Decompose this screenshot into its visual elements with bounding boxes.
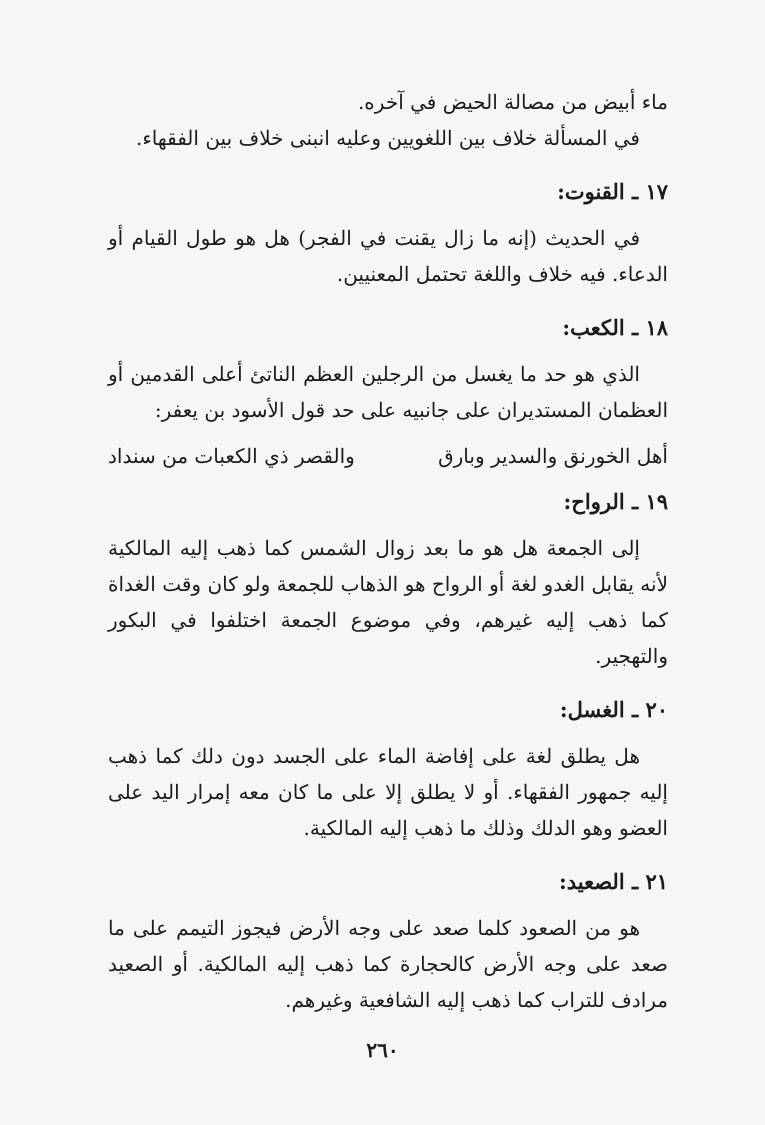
paragraph-ghusl: هل يطلق لغة على إفاضة الماء على الجسد دون دلك كما ذهب إليه جمهور الفقهاء. أو لا يطلق إلا على ما كان معه إمرار اليد على العضو وهو الدلك وذلك ما ذهب إليه المالكية. — [108, 744, 668, 840]
page-body — [108, 84, 668, 1018]
verse-first-hemistich: أهل الخورنق والسدير وبارق — [438, 444, 668, 468]
paragraph-intro-dispute: في المسألة خلاف بين اللغويين وعليه انبنى خلاف بين الفقهاء. — [136, 126, 640, 150]
paragraph-qunut: في الحديث (إنه ما زال يقنت في الفجر) هل هو طول القيام أو الدعاء. فيه خلاف واللغة تحتمل المعنيين. — [108, 226, 668, 286]
poetry-verse — [108, 438, 668, 474]
heading-kaab: ١٨ ـ الكعب: — [562, 315, 668, 340]
page-number: ٢٦٠ — [366, 1038, 399, 1062]
paragraph-intro-line: ماء أبيض من مصالة الحيض في آخره. — [357, 90, 668, 114]
heading-ghusl: ٢٠ ـ الغسل: — [559, 697, 668, 722]
heading-rawah: ١٩ ـ الرواح: — [563, 489, 668, 514]
paragraph-rawah: إلى الجمعة هل هو ما بعد زوال الشمس كما ذهب إليه المالكية لأنه يقابل الغدو لغة أو الرواح هو الذهاب للجمعة ولو كان وقت الغداة كما ذهب إليه غيرهم، وفي موضوع الجمعة اختلفوا في البكور والتهجير. — [108, 536, 668, 668]
paragraph-kaab: الذي هو حد ما يغسل من الرجلين العظم الناتئ أعلى القدمين أو العظمان المستديران على جانبيه على حد قول الأسود بن يعفر: — [108, 362, 668, 422]
heading-qunut: ١٧ ـ القنوت: — [557, 179, 668, 204]
paragraph-saeed: هو من الصعود كلما صعد على وجه الأرض فيجوز التيمم على ما صعد على وجه الأرض كالحجارة كما ذهب إليه المالكية. أو الصعيد مرادف للتراب كما ذهب إليه الشافعية وغيرهم. — [108, 916, 668, 1012]
verse-second-hemistich: والقصر ذي الكعبات من سنداد — [108, 444, 355, 468]
heading-saeed: ٢١ ـ الصعيد: — [558, 869, 668, 894]
